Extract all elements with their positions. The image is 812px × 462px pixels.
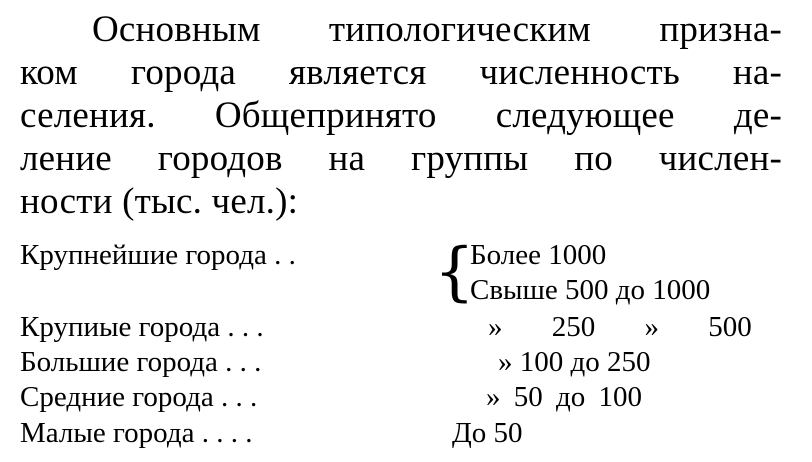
paragraph-line: ком города является численность на- xyxy=(20,52,782,93)
table-row xyxy=(20,238,792,273)
curly-brace-icon: { xyxy=(434,235,475,309)
population-range: Более 1000 xyxy=(470,239,607,271)
population-range: Свыше 500 до 1000 xyxy=(470,274,711,306)
city-category: Крупнейшие города . . xyxy=(20,239,296,271)
table-row xyxy=(20,273,792,308)
population-range: » 100 до 250 xyxy=(498,346,651,378)
population-range: » 50 до 100 xyxy=(486,381,643,413)
city-category: Крупиые города . . . xyxy=(20,311,264,343)
table-row xyxy=(20,310,792,345)
city-category: Малые города . . . . xyxy=(20,417,253,449)
city-category: Средние города . . . xyxy=(20,381,258,413)
table-row xyxy=(20,345,792,380)
population-range: До 50 xyxy=(452,417,523,449)
city-category: Большие города . . . xyxy=(20,346,262,378)
table-row xyxy=(20,380,792,415)
population-range: » 250 » 500 xyxy=(488,311,752,343)
intro-paragraph xyxy=(20,8,782,223)
paragraph-line: ности (тыс. чел.): xyxy=(20,181,299,222)
city-size-table xyxy=(20,236,792,456)
paragraph-line: Основным типологическим призна- xyxy=(92,9,782,50)
paragraph-line: селения. Общепринято следующее де- xyxy=(20,95,782,136)
table-row xyxy=(20,416,792,451)
paragraph-line: ление городов на группы по числен- xyxy=(20,138,782,179)
